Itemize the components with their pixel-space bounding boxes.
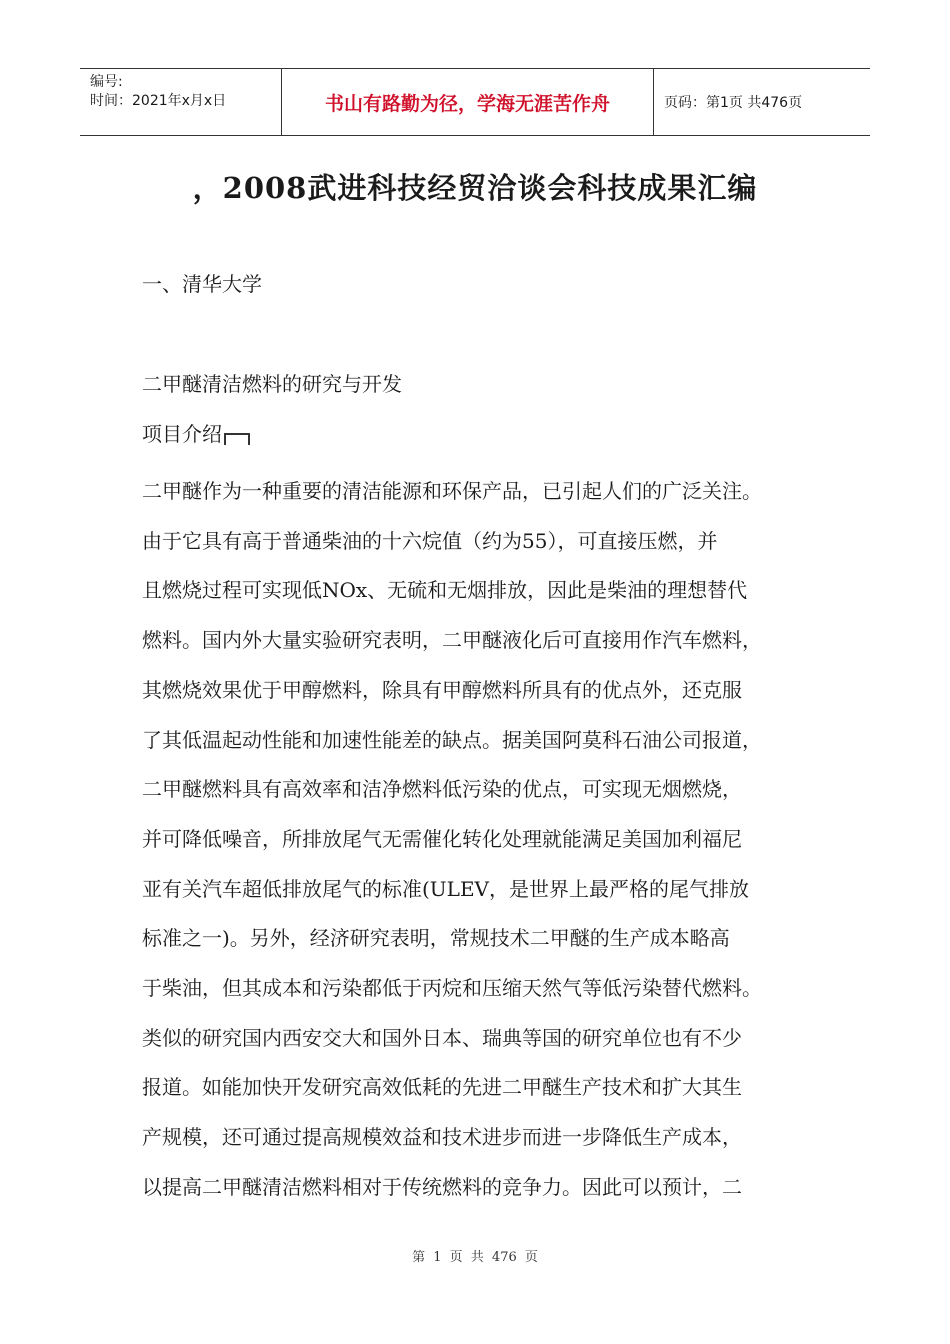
page-footer: 第 1 页 共 476 页 [412, 1250, 538, 1265]
body-line: 二甲醚作为一种重要的清洁能源和环保产品，已引起人们的广泛关注。 [142, 479, 762, 503]
body-line: 燃料。国内外大量实验研究表明，二甲醚液化后可直接用作汽车燃料， [142, 628, 762, 653]
header-page-label: 页码：第1页 共476页 [664, 95, 803, 111]
header-info [80, 69, 282, 135]
section-heading: 一、清华大学 [142, 272, 262, 296]
page-header [80, 68, 870, 136]
number-label: 编号: [90, 74, 123, 90]
body-line: 报道。如能加快开发研究高效低耗的先进二甲醚生产技术和扩大其生 [142, 1075, 742, 1100]
body-line: 其燃烧效果优于甲醇燃料，除具有甲醇燃料所具有的优点外，还克服 [142, 677, 742, 702]
body-line: 标准之一)。另外，经济研究表明，常规技术二甲醚的生产成本略高 [142, 926, 730, 951]
body-line: 并可降低噪音，所排放尾气无需催化转化处理就能满足美国加利福尼 [142, 826, 742, 851]
body-line: 于柴油，但其成本和污染都低于丙烷和压缩天然气等低污染替代燃料。 [142, 976, 762, 1001]
body-paragraph [142, 467, 842, 1213]
body-line: 且燃烧过程可实现低NOx、无硫和无烟排放，因此是柴油的理想替代 [142, 578, 748, 603]
body-line: 二甲醚燃料具有高效率和洁净燃料低污染的优点，可实现无烟燃烧， [142, 777, 742, 802]
date-label: 时间：2021年x月x日 [90, 93, 227, 109]
body-line: 以提高二甲醚清洁燃料相对于传统燃料的竞争力。因此可以预计，二 [142, 1174, 742, 1199]
body-line: 类似的研究国内西安交大和国外日本、瑞典等国的研究单位也有不少 [142, 1025, 742, 1050]
document-title: ，2008武进科技经贸洽谈会科技成果汇编 [192, 171, 758, 205]
header-motto: 书山有路勤为径，学海无涯苦作舟 [282, 69, 654, 135]
body-line: 亚有关汽车超低排放尾气的标准(ULEV，是世界上最严格的尾气排放 [142, 876, 749, 901]
intro-heading [142, 418, 250, 447]
bracket-mark-icon [224, 433, 250, 445]
intro-label: 项目介绍 [142, 422, 222, 446]
body-line: 产规模，还可通过提高规模效益和技术进步而进一步降低生产成本， [142, 1125, 742, 1150]
project-title: 二甲醚清洁燃料的研究与开发 [142, 372, 402, 396]
body-line: 了其低温起动性能和加速性能差的缺点。据美国阿莫科石油公司报道， [142, 727, 762, 752]
body-line: 由于它具有高于普通柴油的十六烷值（约为55），可直接压燃，并 [142, 528, 718, 553]
